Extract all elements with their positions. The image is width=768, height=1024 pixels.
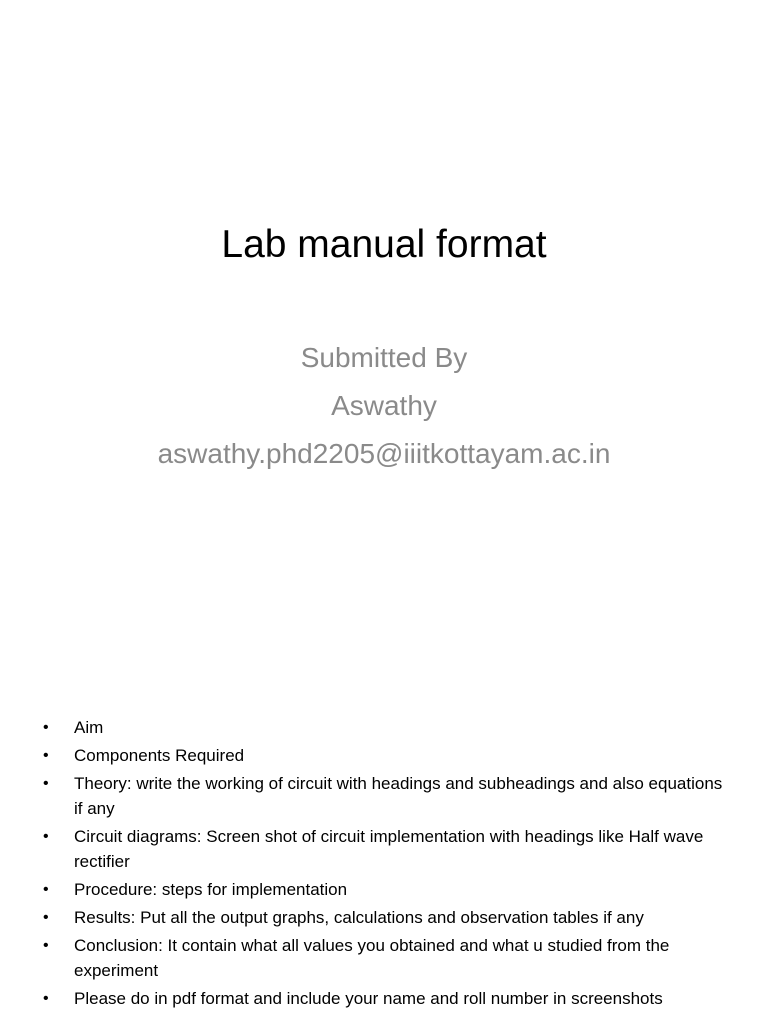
bullet-item-components [0, 743, 768, 768]
bullet-text: Theory: write the working of circuit with headings and subheadings and also equations if any [74, 774, 723, 818]
bullet-item-pdf-note [0, 986, 768, 1011]
submitted-by-label: Submitted By [300, 342, 468, 373]
slide-subtitle [0, 334, 768, 478]
bullet-icon: • [43, 775, 49, 792]
bullet-text: Procedure: steps for implementation [74, 880, 348, 899]
bullet-item-conclusion [0, 933, 768, 983]
bullet-text: Results: Put all the output graphs, calculations and observation tables if any [74, 908, 644, 927]
bullet-item-aim [0, 715, 768, 740]
bullet-text: Aim [74, 718, 104, 737]
bullet-icon: • [43, 828, 49, 845]
bullet-icon: • [43, 909, 49, 926]
bullet-text: Please do in pdf format and include your name and roll number in screenshots [74, 989, 663, 1008]
bullet-icon: • [43, 990, 49, 1007]
bullet-icon: • [43, 719, 49, 736]
bullet-item-results [0, 905, 768, 930]
bullet-icon: • [43, 937, 49, 954]
bullet-list [0, 715, 768, 1014]
bullet-icon: • [43, 881, 49, 898]
bullet-icon: • [43, 747, 49, 764]
bullet-item-procedure [0, 877, 768, 902]
bullet-item-circuit-diagrams [0, 824, 768, 874]
bullet-text: Components Required [74, 746, 245, 765]
author-email: aswathy.phd2205@iiitkottayam.ac.in [157, 438, 611, 469]
bullet-text: Conclusion: It contain what all values you obtained and what u studied from the experiment [74, 936, 670, 980]
bullet-item-theory [0, 771, 768, 821]
author-name: Aswathy [331, 390, 437, 421]
bullet-text: Circuit diagrams: Screen shot of circuit implementation with headings like Half wave rectifier [74, 827, 704, 871]
slide-title: Lab manual format [221, 223, 547, 266]
